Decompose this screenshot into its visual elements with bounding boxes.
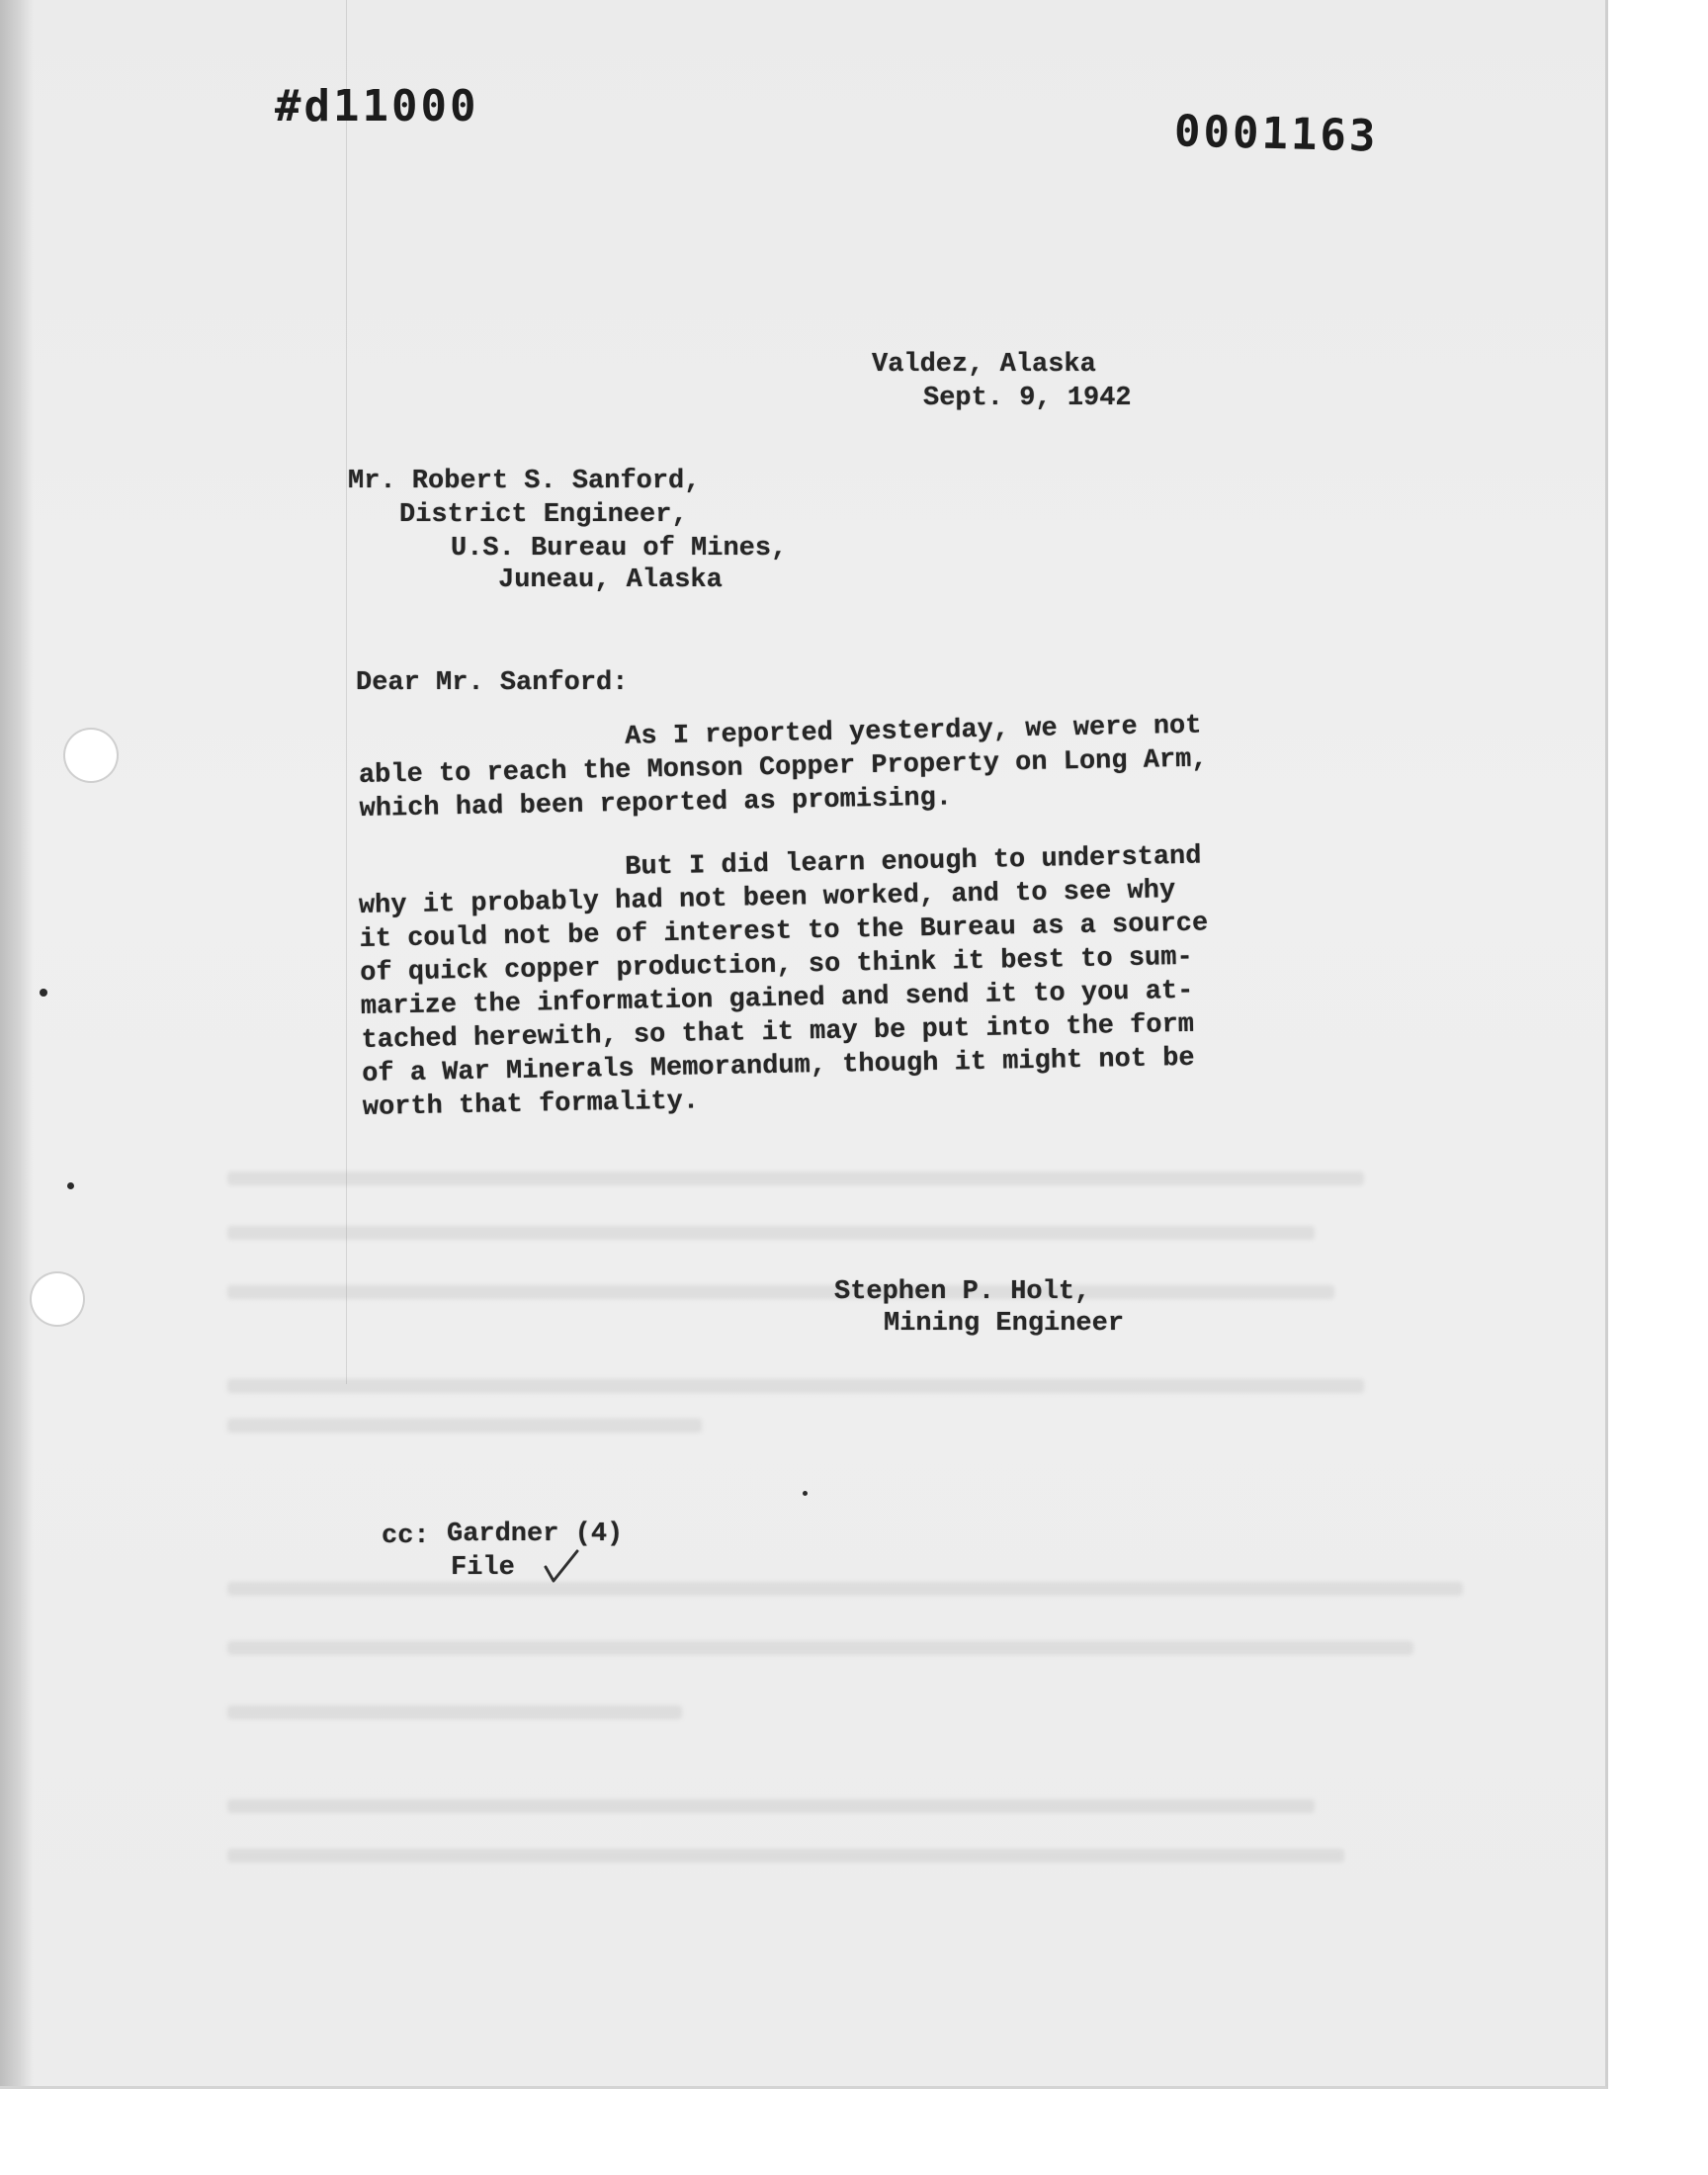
address-line-city: Juneau, Alaska [498,566,723,595]
paragraph-line: As I reported yesterday, we were not [624,711,1202,752]
paragraph-line: of a War Minerals Memorandum, though it might not be [361,1043,1195,1089]
page-number-stamp: 0001163 [1173,106,1380,162]
paragraph-line: tached herewith, so that it may be put into the form [361,1009,1195,1056]
bleed-through-line [227,1285,1334,1299]
paragraph-line: worth that formality. [362,1087,700,1123]
paragraph-line: which had been reported as promising. [359,783,953,825]
paragraph-line: it could not be of interest to the Bureau as a source [359,909,1209,955]
cc-label: cc: [382,1522,430,1551]
bleed-through-line [227,1172,1364,1185]
address-line-title: District Engineer, [399,500,688,530]
ink-speck [67,1182,74,1189]
bleed-through-line [227,1641,1413,1655]
bleed-through-line [227,1379,1364,1393]
signature-title: Mining Engineer [884,1309,1125,1339]
cc-recipient-gardner: Gardner (4) [447,1520,624,1549]
paragraph-line: why it probably had not been worked, and to see why [358,876,1176,921]
ink-speck [803,1491,808,1496]
letter-date: Sept. 9, 1942 [923,384,1132,413]
salutation: Dear Mr. Sanford: [356,668,629,698]
signature-name: Stephen P. Holt, [834,1277,1091,1307]
bleed-through-line [227,1849,1344,1863]
paragraph-line: marize the information gained and send it to you at- [360,976,1194,1022]
paragraph-line: able to reach the Monson Copper Property on Long Arm, [358,744,1208,791]
ink-speck [40,989,47,997]
bleed-through-line [227,1226,1315,1240]
paragraph-line: But I did learn enough to understand [624,841,1202,883]
address-line-organization: U.S. Bureau of Mines, [451,534,788,564]
letter-place: Valdez, Alaska [872,350,1096,380]
bleed-through-line [227,1799,1315,1813]
bleed-through-line [227,1582,1463,1596]
punch-hole-top [65,730,117,781]
address-line-name: Mr. Robert S. Sanford, [348,467,701,496]
document-id-stamp: #d11000 [275,81,479,131]
bleed-through-line [227,1419,702,1433]
paragraph-2 [358,839,1252,1125]
paragraph-line: of quick copper production, so think it best to sum- [359,942,1193,989]
check-mark-icon [542,1547,581,1587]
punch-hole-bottom [32,1273,83,1325]
bleed-through-line [227,1705,682,1719]
paragraph-1 [358,709,1249,826]
cc-recipient-file: File [451,1553,515,1583]
